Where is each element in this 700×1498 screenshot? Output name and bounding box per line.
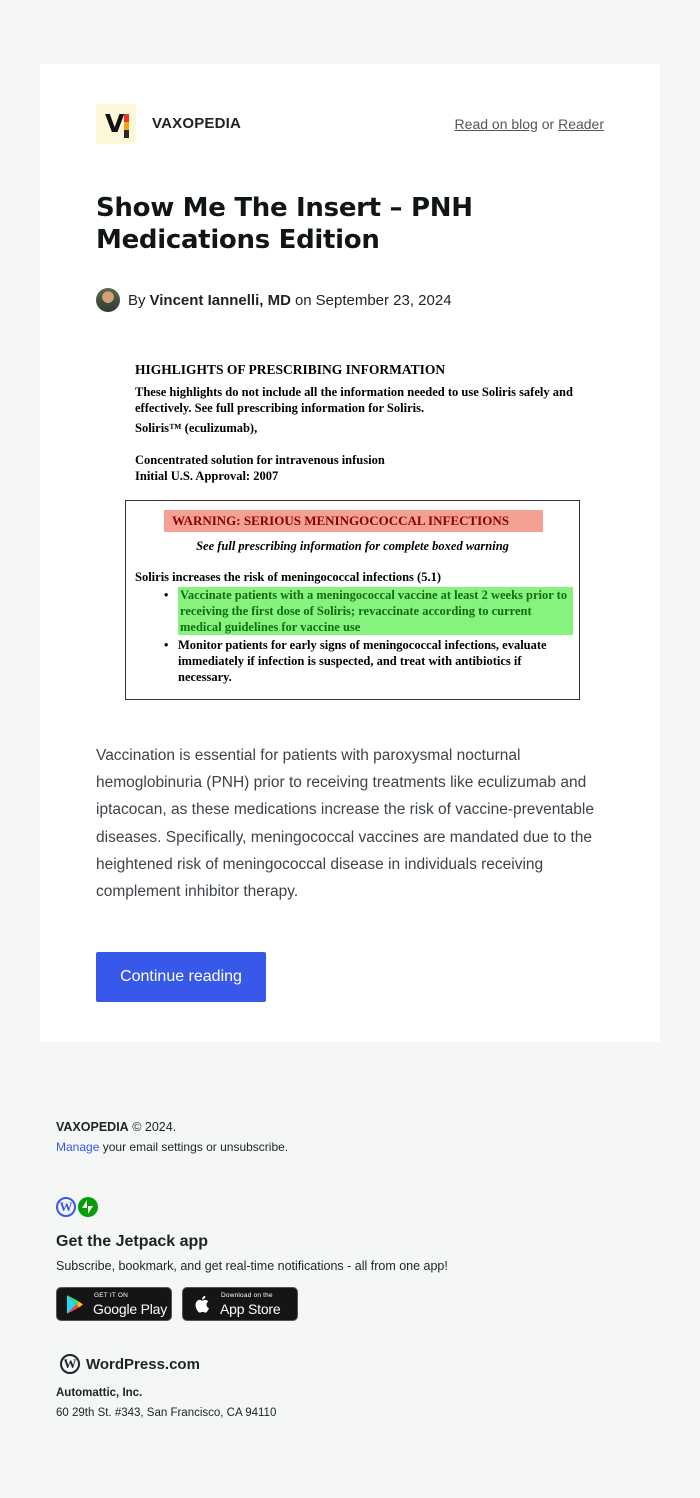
wordpress-icon: W	[56, 1197, 76, 1217]
google-play-icon	[67, 1295, 83, 1314]
read-on-blog-link[interactable]: Read on blog	[454, 116, 538, 132]
insert-approval: Initial U.S. Approval: 2007	[135, 469, 279, 483]
jetpack-icons	[56, 1197, 98, 1217]
jetpack-subtitle: Subscribe, bookmark, and get real-time notifications - all from one app!	[56, 1259, 448, 1273]
footer-copyright-text: © 2024.	[132, 1120, 177, 1134]
manage-link[interactable]: Manage	[56, 1140, 100, 1154]
author-avatar	[96, 288, 120, 312]
footer-copyright	[56, 1120, 644, 1134]
insert-drug: Soliris™ (eculizumab),	[135, 421, 258, 435]
bullet-text-vaccinate: Vaccinate patients with a meningococcal vaccine at least 2 weeks prior to receiving the first dose of Soliris; revaccinate according to current medical guidelines for vaccine use	[178, 587, 573, 635]
risk-line: Soliris increases the risk of meningococcal infections (5.1)	[135, 570, 441, 584]
boxed-warning	[125, 500, 580, 700]
post-excerpt: Vaccination is essential for patients with paroxysmal nocturnal hemoglobinuria (PNH) prior to receiving treatments like eculizumab and iptacocan, as these medications increase the risk of vaccine-preventable diseases. Specifically, meningococcal vaccines are mandated due to the heightened risk of meningococcal disease in individuals receiving complement inhibitor therapy.	[96, 747, 594, 901]
insert-intro: These highlights do not include all the information needed to use Soliris safely and effectively. See full prescribing information for Soliris.	[135, 385, 573, 415]
footer-manage	[56, 1140, 644, 1154]
insert-form: Concentrated solution for intravenous infusion	[135, 453, 385, 467]
read-links	[455, 116, 604, 132]
see-full-info: See full prescribing information for complete boxed warning	[196, 539, 509, 553]
site-logo[interactable]	[96, 104, 136, 144]
continue-reading-button[interactable]: Continue reading	[96, 952, 266, 1002]
logo-bar-dark	[124, 130, 129, 138]
logo-bar-orange	[124, 122, 129, 130]
bullet-dot: •	[164, 588, 169, 602]
wordpress-logo-icon: W	[60, 1354, 80, 1374]
post-date: September 23, 2024	[315, 291, 452, 309]
logo-letter: V	[105, 109, 125, 138]
byline	[96, 288, 452, 312]
warning-title: WARNING: SERIOUS MENINGOCOCCAL INFECTIONS	[164, 510, 543, 532]
email-footer	[56, 1120, 644, 1154]
wordpress-com-logo[interactable]	[60, 1354, 200, 1374]
manage-text: your email settings or unsubscribe.	[102, 1140, 289, 1154]
post-title[interactable]: Show Me The Insert – PNH Medications Edition	[96, 193, 473, 255]
email-card	[40, 64, 660, 1042]
google-play-small: GET IT ON	[94, 1292, 129, 1299]
app-store-label: App Store	[220, 1301, 281, 1317]
apple-icon	[194, 1294, 211, 1314]
byline-on: on	[294, 291, 312, 309]
google-play-label: Google Play	[93, 1301, 168, 1317]
bullet-dot: •	[164, 638, 169, 652]
google-play-badge[interactable]	[56, 1287, 172, 1321]
byline-by: By	[128, 291, 146, 309]
site-name[interactable]: VAXOPEDIA	[152, 115, 242, 132]
app-store-small: Download on the	[221, 1292, 273, 1299]
logo-bar-red	[124, 114, 129, 122]
insert-heading: HIGHLIGHTS OF PRESCRIBING INFORMATION	[135, 362, 446, 377]
author-name: Vincent Iannelli, MD	[149, 291, 291, 309]
read-links-or: or	[541, 116, 555, 132]
company-address: 60 29th St. #343, San Francisco, CA 94110	[56, 1407, 277, 1419]
app-store-badge[interactable]	[182, 1287, 298, 1321]
jetpack-icon	[78, 1197, 98, 1217]
company-name: Automattic, Inc.	[56, 1387, 143, 1399]
footer-brand: VAXOPEDIA	[56, 1120, 129, 1134]
wordpress-com-text: WordPress.com	[86, 1355, 200, 1373]
jetpack-title: Get the Jetpack app	[56, 1233, 209, 1250]
prescribing-insert-image	[96, 354, 604, 714]
email-header	[96, 104, 604, 144]
reader-link[interactable]: Reader	[558, 116, 604, 132]
bullet-text-monitor: Monitor patients for early signs of meningococcal infections, evaluate immediately if infection is suspected, and treat with antibiotics if necessary.	[178, 638, 547, 684]
